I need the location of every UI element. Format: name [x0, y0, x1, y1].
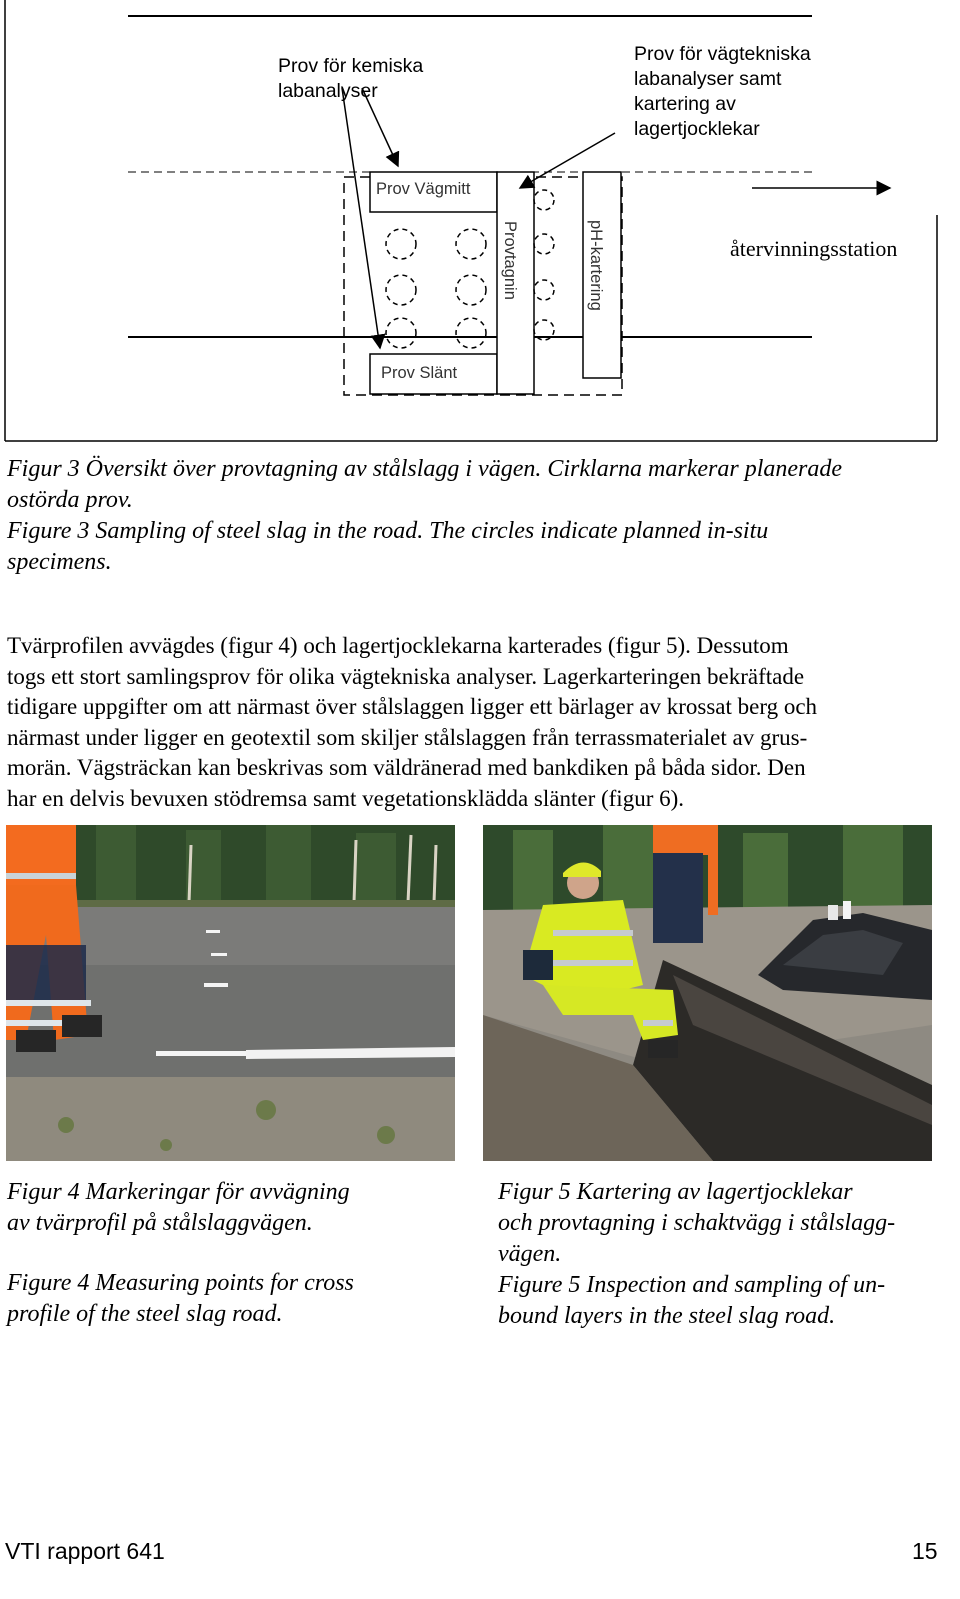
figure-3-diagram — [0, 0, 960, 445]
label-chemical-samples: Prov för kemiska labanalyser — [278, 55, 424, 102]
body-paragraph: Tvärprofilen avvägdes (figur 4) och lagertjocklekarna karterades (figur 5). Dessutom togs ett stort samlingsprov för olika vägtekniska analyser. Lagerkarteringen bekräftade tidigare uppgifter om att närmast över stålslaggen ligger ett bärlager av krossat berg och närmast under ligger en geotextil som skiljer stålslaggen från terrassmaterialet av grus- morän. Vägsträckan kan beskrivas som väldränerad med bankdiken på båda sidor. Den har en delvis bevuxen stödremsa samt vegetationsklädda slänter (figur 6). — [7, 633, 818, 811]
figure-5-photo — [483, 825, 932, 1161]
box-label-slant: Prov Slänt — [381, 364, 458, 382]
sampling-diagram — [0, 0, 960, 445]
box-label-provtagning: Provtagnin — [501, 221, 519, 300]
footer-page-number: 15 — [912, 1538, 938, 1564]
box-label-vagmitt: Prov Vägmitt — [376, 180, 471, 198]
footer-report-name: VTI rapport 641 — [5, 1538, 165, 1564]
figure-5-caption: Figur 5 Kartering av lagertjocklekar och provtagning i schaktvägg i stålslagg- vägen. Figure 5 Inspection and sampling of un- bound layers in the steel slag road. — [498, 1179, 896, 1329]
label-recycling-station: återvinningsstation — [730, 236, 898, 261]
label-road-samples: Prov för vägtekniska labanalyser samt kartering av lagertjocklekar — [634, 43, 811, 140]
figure-3-caption: Figur 3 Översikt över provtagning av stålslagg i vägen. Cirklarna markerar planerade ostörda prov. Figure 3 Sampling of steel slag in the road. The circles indicate planned in-situ specimens. — [7, 456, 843, 575]
box-label-ph: pH-kartering — [587, 220, 605, 311]
figure-4-caption: Figur 4 Markeringar för avvägning av tvärprofil på stålslaggvägen. Figure 4 Measuring points for cross profile of the steel slag road. — [7, 1179, 354, 1327]
figure-4-photo — [6, 825, 455, 1161]
